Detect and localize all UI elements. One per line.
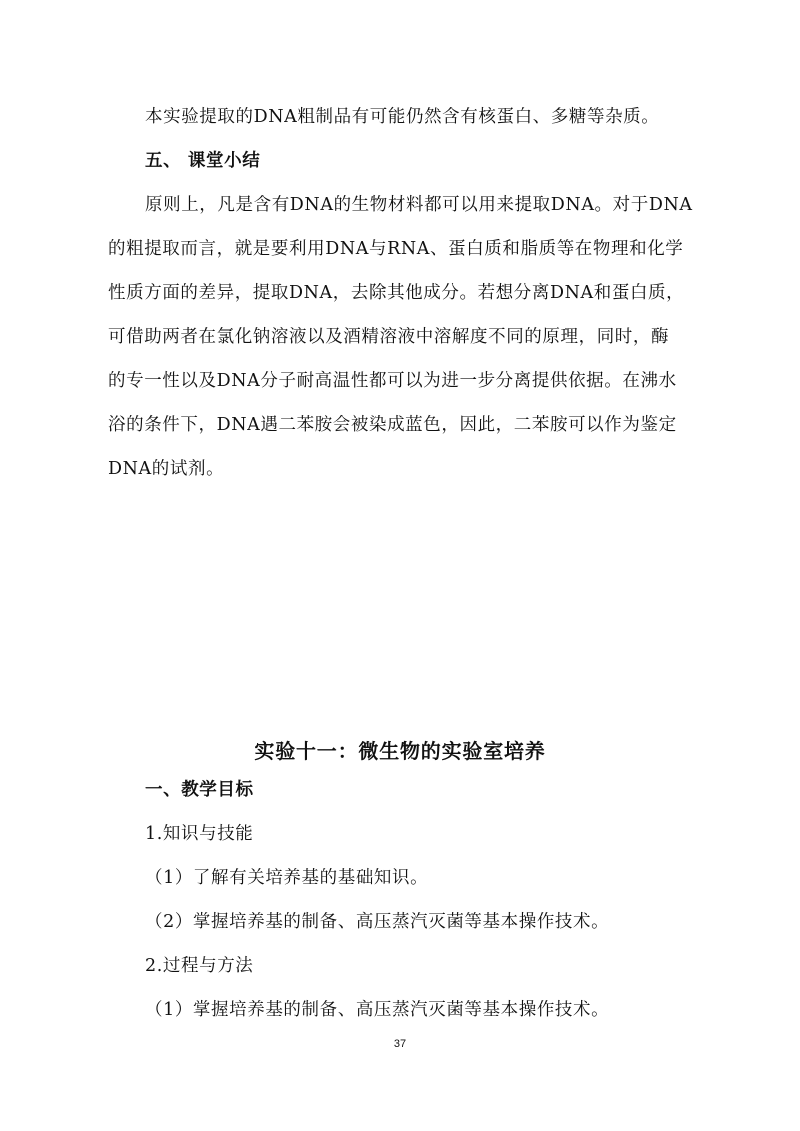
paragraph-line: 原则上，凡是含有DNA的生物材料都可以用来提取DNA。对于DNA — [145, 195, 693, 215]
text-line: 本实验提取的DNA粗制品有可能仍然含有核蛋白、多糖等杂质。 — [145, 107, 660, 127]
list-item: （2）掌握培养基的制备、高压蒸汽灭菌等基本操作技术。 — [145, 912, 610, 932]
paragraph-line: 性质方面的差异，提取DNA，去除其他成分。若想分离DNA和蛋白质， — [108, 283, 685, 303]
paragraph-line: 可借助两者在氯化钠溶液以及酒精溶液中溶解度不同的原理，同时，酶 — [108, 327, 670, 347]
paragraph-line: 浴的条件下，DNA遇二苯胺会被染成蓝色，因此，二苯胺可以作为鉴定 — [108, 415, 677, 435]
list-item: 1.知识与技能 — [145, 824, 254, 844]
paragraph-line: 的专一性以及DNA分子耐高温性都可以为进一步分离提供依据。在沸水 — [108, 371, 677, 391]
list-item: （1）了解有关培养基的基础知识。 — [145, 868, 429, 888]
section-heading-objectives: 一、教学目标 — [145, 780, 254, 800]
list-item: （1）掌握培养基的制备、高压蒸汽灭菌等基本操作技术。 — [145, 1000, 610, 1020]
section-heading-summary: 五、 课堂小结 — [145, 151, 261, 171]
paragraph-line: 的粗提取而言，就是要利用DNA与RNA、蛋白质和脂质等在物理和化学 — [108, 239, 684, 259]
experiment-title: 实验十一：微生物的实验室培养 — [254, 739, 546, 763]
paragraph-line: DNA的试剂。 — [108, 459, 225, 479]
list-item: 2.过程与方法 — [145, 956, 254, 976]
page-number: 37 — [393, 1038, 407, 1050]
